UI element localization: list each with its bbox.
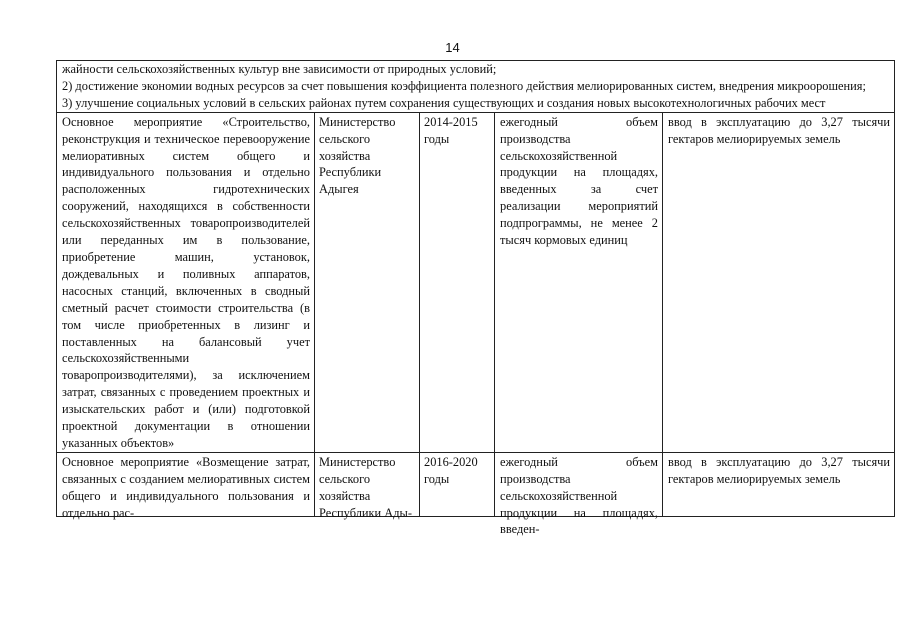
indicator-text: ежегодный объем производства сельскохозяйственной продукции на площадях, введен- [500, 454, 658, 537]
program-table [56, 60, 895, 537]
indicator-cell: ежегодный объем производства сельскохозяйственной продукции на площадях, введенных за счет реализации мероприятий подпрограммы, не менее 2 тысяч кормовых единиц [495, 112, 663, 452]
goal-item: жайности сельскохозяйственных культур вне зависимости от природных условий; [62, 62, 497, 76]
executor-cell [315, 452, 420, 520]
indicator-cell [495, 452, 663, 537]
goal-item: 3) улучшение социальных условий в сельских районах путем сохранения существующих и создания новых высокотехнологичных рабочих мест [62, 95, 826, 110]
page-number: 14 [445, 40, 460, 55]
table-row [57, 112, 895, 452]
program-table-container [56, 60, 894, 537]
goals-row [57, 61, 895, 113]
measure-text: Основное мероприятие «Возмещение затрат, связанных с созданием мелиоративных систем общего и индивидуального пользования и отдельно рас- [62, 454, 310, 520]
result-cell: ввод в эксплуатацию до 3,27 тысячи гектаров мелиорируемых земель [663, 112, 895, 452]
period-text: 2016-2020 годы [424, 454, 478, 486]
period-cell [420, 452, 495, 516]
measure-cell [57, 452, 315, 520]
measure-cell: Основное мероприятие «Строительство, реконструкция и техническое перевооружение мелиоративных систем общего и индивидуального пользования и отдельно расположенных гидротехнических сооружений, находящихся в собственности сельскохозяйственных товаропроизводителей или переданных им в пользование, приобретение машин, установок, дождевальных и поливных аппаратов, насосных станций, включенных в сводный сметный расчет стоимости строительства (в том числе приобретенных в лизинг и поставленных на балансовый учет сельскохозяйственными товаропроизводителями), за исключением затрат, связанных с проведением проектных и изыскательских работ и (или) подготовкой проектной документации в отношении указанных объектов» [57, 112, 315, 452]
executor-cell: Министерство сельского хозяйства Республики Адыгея [315, 112, 420, 452]
table-row [57, 452, 895, 516]
period-cell: 2014-2015 годы [420, 112, 495, 452]
goal-item: 2) достижение экономии водных ресурсов за счет повышения коэффициента полезного действия мелиорированных систем, внедрения микроорошения; [62, 78, 866, 93]
result-cell [663, 452, 895, 516]
goals-cell [57, 61, 895, 113]
executor-text: Министерство сельского хозяйства Республики Ады- [319, 454, 412, 520]
result-text: ввод в эксплуатацию до 3,27 тысячи гектаров мелиорируемых земель [668, 454, 891, 486]
